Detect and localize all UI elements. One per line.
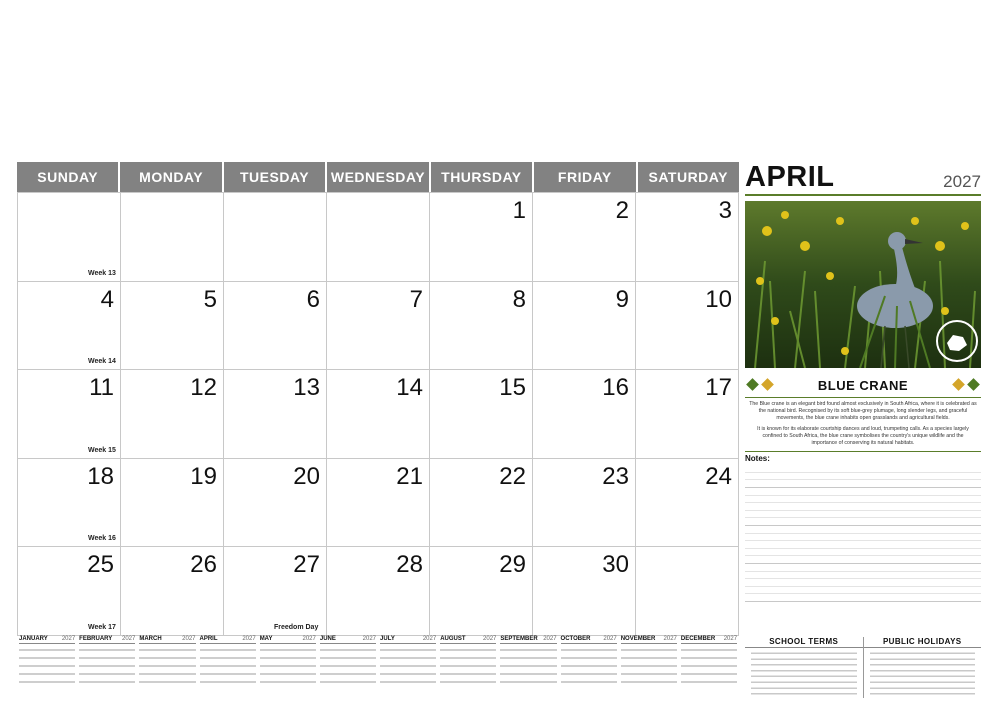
gold-diamond-icon bbox=[761, 378, 774, 391]
mini-month-header bbox=[440, 636, 496, 644]
day-cell[interactable] bbox=[430, 547, 533, 636]
week-label: Week 13 bbox=[88, 269, 116, 277]
mini-month-name: AUGUST bbox=[440, 636, 466, 642]
day-number: 1 bbox=[512, 197, 526, 224]
mini-month-days bbox=[380, 646, 436, 686]
mini-month-days bbox=[440, 646, 496, 686]
public-holidays-title: PUBLIC HOLIDAYS bbox=[864, 637, 982, 648]
day-cell[interactable] bbox=[18, 547, 121, 636]
mini-month-year: 2027 bbox=[723, 636, 738, 642]
mini-month bbox=[258, 636, 318, 686]
calendar bbox=[17, 162, 739, 636]
day-cell[interactable] bbox=[533, 193, 636, 282]
school-terms-list bbox=[751, 650, 857, 698]
mini-month-year: 2027 bbox=[543, 636, 557, 642]
day-number: 28 bbox=[396, 551, 423, 579]
day-cell[interactable] bbox=[121, 459, 224, 548]
day-cell[interactable] bbox=[327, 547, 430, 636]
mini-month bbox=[559, 636, 619, 686]
day-number: 29 bbox=[499, 551, 526, 579]
day-number: 25 bbox=[87, 551, 114, 579]
mini-month-name: JANUARY bbox=[19, 636, 48, 642]
day-cell[interactable] bbox=[224, 282, 327, 371]
day-cell[interactable] bbox=[636, 459, 739, 548]
day-cell[interactable] bbox=[430, 459, 533, 548]
info-boxes bbox=[745, 637, 981, 698]
day-cell[interactable] bbox=[327, 282, 430, 371]
day-number: 17 bbox=[705, 374, 732, 402]
weekday-thursday: THURSDAY bbox=[431, 162, 534, 192]
weekday-monday: MONDAY bbox=[120, 162, 223, 192]
mini-month-name: JULY bbox=[380, 636, 395, 642]
public-holidays-box bbox=[863, 637, 982, 698]
feature-title-row bbox=[745, 373, 981, 398]
mini-month-year: 2027 bbox=[242, 636, 256, 642]
mini-month bbox=[17, 636, 77, 686]
mini-month-name: MAY bbox=[259, 636, 273, 642]
weekday-sunday: SUNDAY bbox=[17, 162, 120, 192]
month-header bbox=[745, 160, 981, 196]
mini-month bbox=[198, 636, 258, 686]
day-cell[interactable] bbox=[636, 547, 739, 636]
green-diamond-icon bbox=[746, 378, 759, 391]
school-terms-box bbox=[745, 637, 863, 698]
day-cell[interactable] bbox=[327, 193, 430, 282]
mini-month-year: 2027 bbox=[302, 636, 316, 642]
day-cell[interactable] bbox=[224, 459, 327, 548]
mini-month-header bbox=[19, 636, 75, 644]
mini-month bbox=[318, 636, 378, 686]
gold-diamond-icon bbox=[952, 378, 965, 391]
blue-crane-photo bbox=[745, 201, 981, 368]
day-number: 14 bbox=[396, 374, 423, 402]
mini-month-days bbox=[260, 646, 316, 686]
day-number: 4 bbox=[100, 285, 114, 313]
day-cell[interactable] bbox=[121, 193, 224, 282]
mini-calendars bbox=[17, 636, 739, 686]
day-number: 16 bbox=[602, 374, 629, 402]
day-number: 24 bbox=[705, 462, 732, 490]
day-number: 2 bbox=[615, 197, 629, 224]
day-cell[interactable] bbox=[121, 370, 224, 459]
mini-month-header bbox=[561, 636, 617, 644]
day-cell[interactable] bbox=[636, 193, 739, 282]
mini-month-name: DECEMBER bbox=[680, 636, 716, 642]
mini-month-header bbox=[621, 636, 677, 644]
day-cell[interactable] bbox=[533, 370, 636, 459]
day-number: 20 bbox=[293, 462, 320, 490]
day-number: 23 bbox=[602, 462, 629, 490]
mini-month-header bbox=[139, 636, 195, 644]
mini-month-header bbox=[500, 636, 556, 644]
week-label: Week 15 bbox=[88, 446, 116, 454]
green-diamond-icon bbox=[967, 378, 980, 391]
mini-month bbox=[378, 636, 438, 686]
mini-month-header bbox=[681, 636, 737, 644]
day-number: 13 bbox=[293, 374, 320, 402]
weekday-header bbox=[17, 162, 739, 192]
mini-month-name: FEBRUARY bbox=[79, 636, 113, 642]
day-number: 27 bbox=[293, 551, 320, 579]
feature-panel bbox=[745, 160, 981, 607]
notes-lines bbox=[745, 465, 981, 607]
mini-month bbox=[619, 636, 679, 686]
day-number: 7 bbox=[409, 285, 423, 313]
mini-month-header bbox=[260, 636, 316, 644]
mini-month-header bbox=[200, 636, 256, 644]
day-cell[interactable] bbox=[533, 547, 636, 636]
mini-month-days bbox=[79, 646, 135, 686]
day-number: 8 bbox=[512, 285, 526, 313]
week-label: Week 16 bbox=[88, 535, 116, 543]
day-number: 12 bbox=[190, 374, 217, 402]
day-cell[interactable] bbox=[18, 459, 121, 548]
day-number: 3 bbox=[718, 197, 732, 224]
day-number: 10 bbox=[705, 285, 732, 313]
day-number: 19 bbox=[190, 462, 217, 490]
public-holidays-list bbox=[870, 650, 976, 698]
day-cell[interactable] bbox=[327, 370, 430, 459]
feature-title: BLUE CRANE bbox=[817, 377, 909, 393]
mini-month-days bbox=[200, 646, 256, 686]
mini-month-name: SEPTEMBER bbox=[500, 636, 538, 642]
day-cell[interactable] bbox=[430, 370, 533, 459]
day-cell[interactable] bbox=[224, 193, 327, 282]
day-cell[interactable] bbox=[533, 282, 636, 371]
mini-month-year: 2027 bbox=[483, 636, 497, 642]
notes-area bbox=[745, 451, 981, 607]
day-number: 21 bbox=[396, 462, 423, 490]
weekday-tuesday: TUESDAY bbox=[224, 162, 327, 192]
mini-month-year: 2027 bbox=[422, 636, 437, 642]
mini-month-days bbox=[320, 646, 376, 686]
mini-month-name: OCTOBER bbox=[560, 636, 591, 642]
weekday-friday: FRIDAY bbox=[534, 162, 637, 192]
mini-month-days bbox=[681, 646, 737, 686]
day-cell[interactable] bbox=[636, 370, 739, 459]
mini-month bbox=[438, 636, 498, 686]
mini-month-days bbox=[500, 646, 556, 686]
mini-month-header bbox=[79, 636, 135, 644]
week-label: Week 14 bbox=[88, 358, 116, 366]
mini-month-year: 2027 bbox=[61, 636, 76, 642]
mini-month-name: NOVEMBER bbox=[620, 636, 656, 642]
day-number: 6 bbox=[306, 285, 320, 313]
month-name: APRIL bbox=[745, 161, 835, 193]
mini-month-year: 2027 bbox=[362, 636, 377, 642]
school-terms-title: SCHOOL TERMS bbox=[745, 637, 863, 648]
day-cell[interactable] bbox=[18, 193, 121, 282]
day-cell[interactable] bbox=[224, 547, 327, 636]
day-cell[interactable] bbox=[327, 459, 430, 548]
mini-month-name: APRIL bbox=[199, 636, 218, 642]
diamond-icons-right bbox=[951, 376, 981, 394]
day-cell[interactable] bbox=[18, 282, 121, 371]
day-cell[interactable] bbox=[224, 370, 327, 459]
mini-month-header bbox=[320, 636, 376, 644]
mini-month bbox=[498, 636, 558, 686]
day-number: 26 bbox=[190, 551, 217, 579]
day-cell[interactable] bbox=[533, 459, 636, 548]
mini-month-days bbox=[561, 646, 617, 686]
day-cell[interactable] bbox=[636, 282, 739, 371]
weekday-wednesday: WEDNESDAY bbox=[327, 162, 430, 192]
mini-month-year: 2027 bbox=[121, 636, 136, 642]
feature-paragraph-1: The Blue crane is an elegant bird found almost exclusively in South Africa, where it is celebrated as the national bird. Recognised by its soft blue-grey plumage, long slender legs, and graceful movements, the blue crane inhabits open grasslands and agricultural fields. bbox=[749, 401, 977, 421]
day-grid bbox=[17, 192, 739, 636]
feature-paragraph-2: It is known for its elaborate courtship dances and loud, trumpeting calls. As a species largely confined to South Africa, the blue crane symbolises the country's unique wildlife and the importance of conserving its natural habitats. bbox=[757, 426, 969, 446]
day-number: 18 bbox=[87, 462, 114, 490]
mini-month-year: 2027 bbox=[182, 636, 196, 642]
day-cell[interactable] bbox=[430, 282, 533, 371]
diamond-icons-left bbox=[745, 376, 775, 394]
day-cell[interactable] bbox=[18, 370, 121, 459]
mini-month-year: 2027 bbox=[603, 636, 617, 642]
day-number: 5 bbox=[203, 285, 217, 313]
mini-month bbox=[77, 636, 137, 686]
day-number: 11 bbox=[89, 374, 114, 402]
day-number: 15 bbox=[499, 374, 526, 402]
mini-month-year: 2027 bbox=[663, 636, 677, 642]
holiday-note: Freedom Day bbox=[274, 623, 319, 631]
mini-month-name: JUNE bbox=[319, 636, 336, 642]
mini-month-header bbox=[380, 636, 436, 644]
mini-month bbox=[137, 636, 197, 686]
week-label: Week 17 bbox=[88, 623, 116, 631]
mini-month-days bbox=[621, 646, 677, 686]
mini-month bbox=[679, 636, 739, 686]
feature-description bbox=[745, 401, 981, 447]
weekday-saturday: SATURDAY bbox=[638, 162, 739, 192]
day-number: 22 bbox=[499, 462, 526, 490]
mini-month-name: MARCH bbox=[139, 636, 162, 642]
day-cell[interactable] bbox=[121, 282, 224, 371]
mini-month-days bbox=[139, 646, 195, 686]
day-cell[interactable] bbox=[121, 547, 224, 636]
month-year: 2027 bbox=[943, 172, 981, 191]
mini-month-days bbox=[19, 646, 75, 686]
notes-label: Notes: bbox=[745, 454, 770, 463]
day-number: 30 bbox=[602, 551, 629, 579]
day-cell[interactable] bbox=[430, 193, 533, 282]
day-number: 9 bbox=[615, 285, 629, 313]
